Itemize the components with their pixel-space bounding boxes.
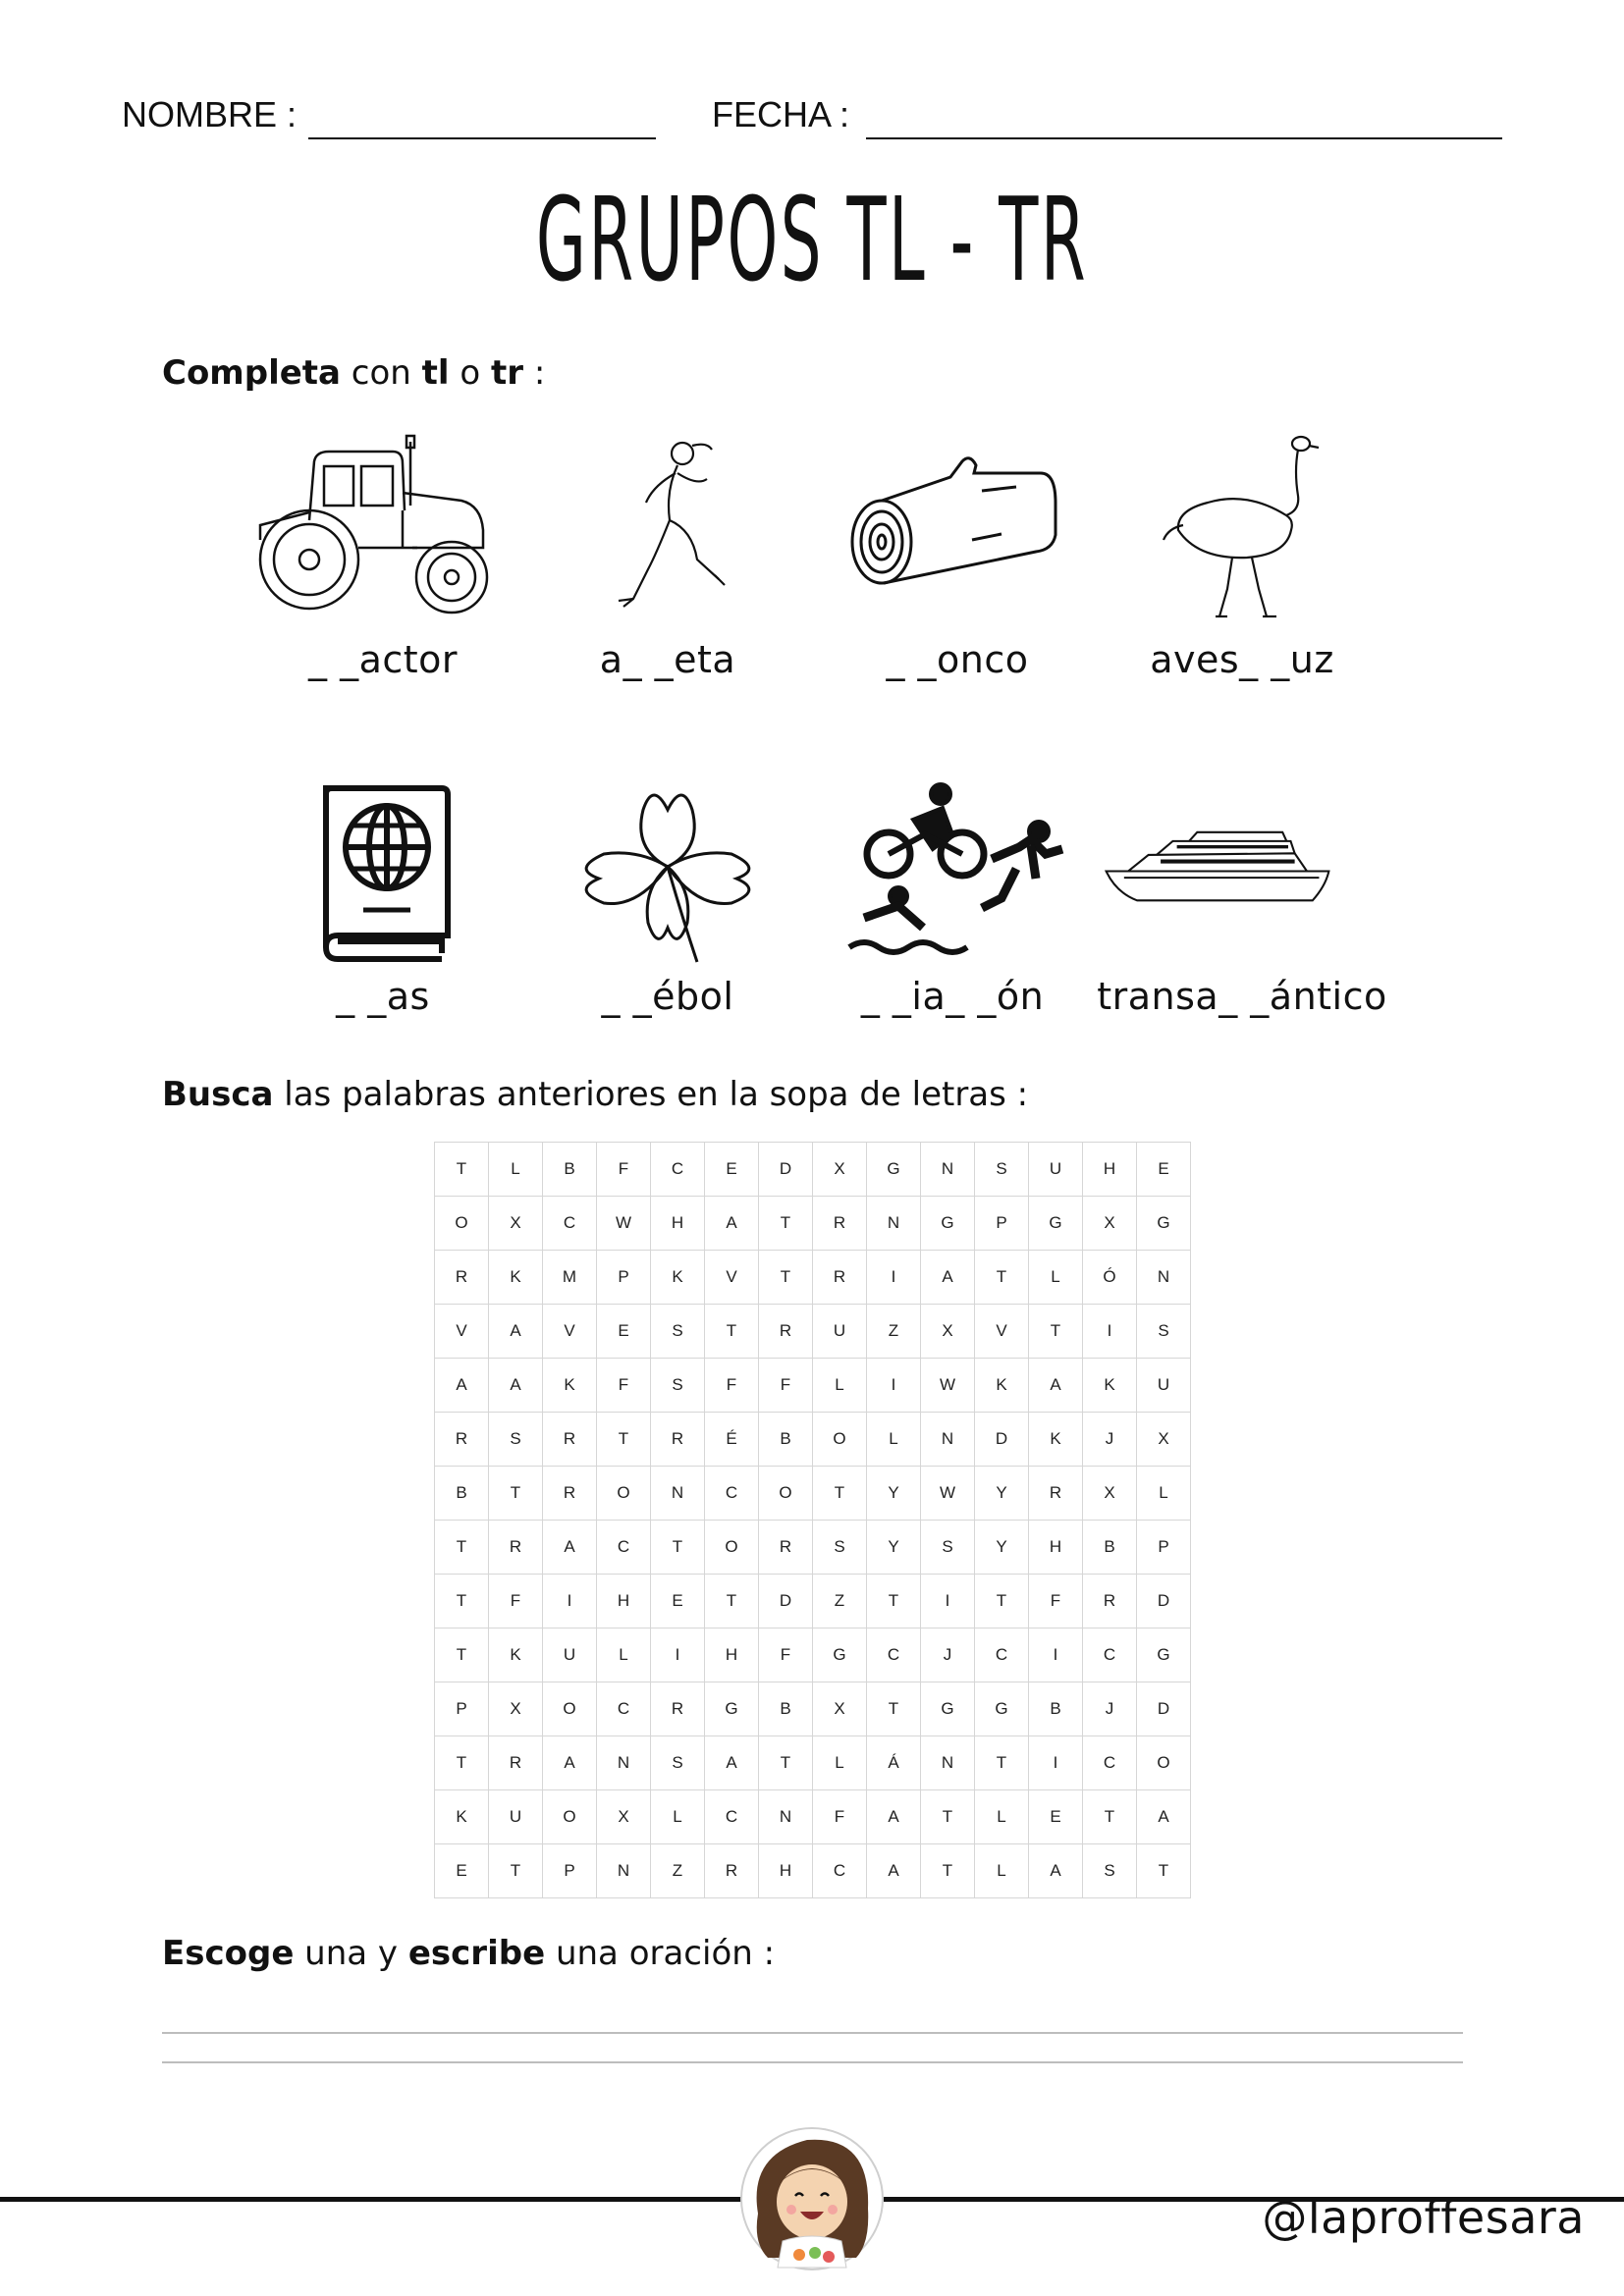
grid-cell[interactable]: F xyxy=(813,1790,867,1844)
grid-cell[interactable]: E xyxy=(705,1143,759,1197)
grid-cell[interactable]: R xyxy=(1083,1575,1137,1629)
grid-cell[interactable]: A xyxy=(867,1844,921,1898)
grid-cell[interactable]: C xyxy=(1083,1629,1137,1682)
runner-icon xyxy=(550,432,785,618)
grid-cell[interactable]: T xyxy=(651,1521,705,1575)
grid-cell[interactable]: E xyxy=(435,1844,489,1898)
grid-cell[interactable]: H xyxy=(597,1575,651,1629)
grid-cell[interactable]: E xyxy=(651,1575,705,1629)
grid-cell[interactable]: O xyxy=(543,1682,597,1736)
footer-handle[interactable]: @laproffesara xyxy=(1262,2191,1585,2244)
grid-cell[interactable]: O xyxy=(543,1790,597,1844)
grid-cell[interactable]: X xyxy=(1137,1413,1191,1467)
writing-line[interactable] xyxy=(162,2032,1463,2034)
grid-cell[interactable]: G xyxy=(975,1682,1029,1736)
grid-cell[interactable]: L xyxy=(975,1790,1029,1844)
grid-cell[interactable]: G xyxy=(705,1682,759,1736)
grid-cell[interactable]: R xyxy=(759,1521,813,1575)
grid-cell[interactable]: C xyxy=(867,1629,921,1682)
grid-cell[interactable]: R xyxy=(489,1521,543,1575)
grid-cell[interactable]: T xyxy=(813,1467,867,1521)
grid-cell[interactable]: L xyxy=(1029,1251,1083,1305)
grid-cell[interactable]: I xyxy=(651,1629,705,1682)
grid-cell[interactable]: K xyxy=(489,1629,543,1682)
grid-cell[interactable]: T xyxy=(435,1629,489,1682)
grid-cell[interactable]: R xyxy=(489,1736,543,1790)
grid-cell[interactable]: T xyxy=(1137,1844,1191,1898)
grid-cell[interactable]: K xyxy=(543,1359,597,1413)
ostrich-icon xyxy=(1129,432,1365,618)
grid-cell[interactable]: T xyxy=(975,1736,1029,1790)
grid-cell[interactable]: V xyxy=(435,1305,489,1359)
grid-cell[interactable]: C xyxy=(705,1790,759,1844)
word-blank: _ _ébol xyxy=(601,975,734,1018)
instruction-bold: tl xyxy=(421,353,450,393)
instruction-bold: Busca xyxy=(162,1075,274,1114)
grid-cell[interactable]: N xyxy=(921,1143,975,1197)
grid-cell[interactable]: B xyxy=(1083,1521,1137,1575)
grid-cell[interactable]: H xyxy=(651,1197,705,1251)
instruction-search xyxy=(162,1075,1028,1114)
fecha-label: FECHA : xyxy=(712,94,850,134)
grid-cell[interactable]: T xyxy=(435,1143,489,1197)
grid-cell[interactable]: H xyxy=(705,1629,759,1682)
grid-cell[interactable]: Ó xyxy=(1083,1251,1137,1305)
grid-cell[interactable]: L xyxy=(975,1844,1029,1898)
grid-cell[interactable]: Á xyxy=(867,1736,921,1790)
grid-cell[interactable]: L xyxy=(489,1143,543,1197)
grid-cell[interactable]: L xyxy=(1137,1467,1191,1521)
grid-cell[interactable]: A xyxy=(705,1736,759,1790)
grid-cell[interactable]: T xyxy=(489,1844,543,1898)
grid-cell[interactable]: S xyxy=(1083,1844,1137,1898)
grid-cell[interactable]: G xyxy=(813,1629,867,1682)
grid-cell[interactable]: J xyxy=(1083,1682,1137,1736)
grid-cell[interactable]: B xyxy=(435,1467,489,1521)
grid-cell[interactable]: R xyxy=(435,1413,489,1467)
grid-cell[interactable]: B xyxy=(1029,1682,1083,1736)
grid-cell[interactable]: T xyxy=(975,1251,1029,1305)
clover-icon xyxy=(550,780,785,967)
grid-cell[interactable]: T xyxy=(1083,1790,1137,1844)
grid-cell[interactable]: T xyxy=(867,1682,921,1736)
grid-cell[interactable]: H xyxy=(759,1844,813,1898)
log-trunk-icon xyxy=(844,432,1080,618)
instruction-bold: tr xyxy=(491,353,524,393)
grid-cell[interactable]: T xyxy=(705,1305,759,1359)
grid-cell[interactable]: D xyxy=(975,1413,1029,1467)
grid-cell[interactable]: Z xyxy=(651,1844,705,1898)
grid-cell[interactable]: P xyxy=(1137,1521,1191,1575)
grid-cell[interactable]: T xyxy=(1029,1305,1083,1359)
grid-cell[interactable]: O xyxy=(1137,1736,1191,1790)
instruction-complete xyxy=(162,353,545,393)
writing-line[interactable] xyxy=(162,2061,1463,2063)
instruction-text: : xyxy=(523,353,546,393)
grid-cell[interactable]: L xyxy=(597,1629,651,1682)
word-blank: _ _as xyxy=(336,975,430,1018)
grid-cell[interactable]: P xyxy=(435,1682,489,1736)
grid-cell[interactable]: R xyxy=(651,1682,705,1736)
grid-cell[interactable]: S xyxy=(651,1305,705,1359)
word-search-grid[interactable] xyxy=(434,1142,1191,1898)
grid-cell[interactable]: I xyxy=(1083,1305,1137,1359)
grid-cell[interactable]: T xyxy=(759,1251,813,1305)
page-title: GRUPOS TL - TR xyxy=(535,172,1089,307)
grid-cell[interactable]: A xyxy=(1029,1844,1083,1898)
grid-cell[interactable]: B xyxy=(759,1682,813,1736)
grid-cell[interactable]: C xyxy=(597,1521,651,1575)
fecha-field[interactable] xyxy=(866,137,1502,139)
grid-cell[interactable]: C xyxy=(705,1467,759,1521)
grid-cell[interactable]: N xyxy=(597,1844,651,1898)
grid-cell[interactable]: G xyxy=(1137,1197,1191,1251)
grid-cell[interactable]: X xyxy=(921,1305,975,1359)
grid-cell[interactable]: Y xyxy=(975,1467,1029,1521)
grid-cell[interactable]: X xyxy=(1083,1197,1137,1251)
word-blank: aves_ _uz xyxy=(1150,638,1334,681)
grid-cell[interactable]: T xyxy=(759,1197,813,1251)
grid-cell[interactable]: N xyxy=(597,1736,651,1790)
word-blank: _ _actor xyxy=(307,638,459,681)
grid-cell[interactable]: X xyxy=(489,1197,543,1251)
grid-cell[interactable]: D xyxy=(1137,1682,1191,1736)
grid-cell[interactable]: P xyxy=(975,1197,1029,1251)
word-blank: _ _ia_ _ón xyxy=(860,975,1045,1018)
grid-cell[interactable]: Z xyxy=(867,1305,921,1359)
grid-cell[interactable]: R xyxy=(435,1251,489,1305)
grid-cell[interactable]: N xyxy=(759,1790,813,1844)
grid-cell[interactable]: K xyxy=(1083,1359,1137,1413)
grid-cell[interactable]: A xyxy=(1029,1359,1083,1413)
grid-cell[interactable]: V xyxy=(975,1305,1029,1359)
grid-cell[interactable]: L xyxy=(867,1413,921,1467)
grid-cell[interactable]: A xyxy=(435,1359,489,1413)
grid-cell[interactable]: K xyxy=(651,1251,705,1305)
grid-cell[interactable]: X xyxy=(813,1682,867,1736)
grid-cell[interactable]: I xyxy=(1029,1736,1083,1790)
grid-cell[interactable]: J xyxy=(1083,1413,1137,1467)
grid-cell[interactable]: F xyxy=(759,1629,813,1682)
grid-cell[interactable]: X xyxy=(813,1143,867,1197)
grid-cell[interactable]: I xyxy=(543,1575,597,1629)
girl-avatar-icon xyxy=(738,2125,886,2272)
grid-cell[interactable]: S xyxy=(813,1521,867,1575)
grid-cell[interactable]: V xyxy=(705,1251,759,1305)
instruction-text: o xyxy=(449,353,492,393)
instruction-text: con xyxy=(341,353,422,393)
grid-cell[interactable]: H xyxy=(1029,1521,1083,1575)
word-blank: _ _onco xyxy=(886,638,1029,681)
instruction-write xyxy=(162,1934,775,1973)
grid-cell[interactable]: A xyxy=(543,1521,597,1575)
grid-cell[interactable]: F xyxy=(1029,1575,1083,1629)
grid-cell[interactable]: C xyxy=(543,1197,597,1251)
nombre-field[interactable] xyxy=(308,137,656,139)
grid-cell[interactable]: G xyxy=(867,1143,921,1197)
nombre-label: NOMBRE : xyxy=(122,94,298,134)
grid-cell[interactable]: T xyxy=(867,1575,921,1629)
grid-cell[interactable]: D xyxy=(759,1143,813,1197)
grid-cell[interactable]: F xyxy=(489,1575,543,1629)
grid-cell[interactable]: A xyxy=(543,1736,597,1790)
grid-cell[interactable]: F xyxy=(759,1359,813,1413)
footer-rule xyxy=(0,2197,741,2202)
grid-cell[interactable]: G xyxy=(921,1682,975,1736)
grid-cell[interactable]: N xyxy=(867,1197,921,1251)
grid-cell[interactable]: K xyxy=(435,1790,489,1844)
grid-cell[interactable]: O xyxy=(813,1413,867,1467)
grid-cell[interactable]: N xyxy=(921,1413,975,1467)
grid-cell[interactable]: A xyxy=(489,1305,543,1359)
grid-cell[interactable]: H xyxy=(1083,1143,1137,1197)
word-blank: a_ _eta xyxy=(599,638,736,681)
grid-cell[interactable]: T xyxy=(759,1736,813,1790)
grid-cell[interactable]: T xyxy=(489,1467,543,1521)
instruction-bold: Escoge xyxy=(162,1934,295,1973)
grid-cell[interactable]: I xyxy=(921,1575,975,1629)
grid-cell[interactable]: L xyxy=(813,1359,867,1413)
grid-cell[interactable]: C xyxy=(1083,1736,1137,1790)
grid-cell[interactable]: Y xyxy=(867,1467,921,1521)
grid-cell[interactable]: A xyxy=(921,1251,975,1305)
grid-cell[interactable]: D xyxy=(1137,1575,1191,1629)
grid-cell[interactable]: I xyxy=(1029,1629,1083,1682)
grid-cell[interactable]: B xyxy=(543,1143,597,1197)
grid-cell[interactable]: X xyxy=(1083,1467,1137,1521)
cruise-ship-icon xyxy=(1100,780,1335,967)
grid-cell[interactable]: T xyxy=(435,1575,489,1629)
grid-cell[interactable]: V xyxy=(543,1305,597,1359)
grid-cell[interactable]: U xyxy=(489,1790,543,1844)
grid-cell[interactable]: X xyxy=(489,1682,543,1736)
tractor-icon xyxy=(255,432,491,618)
grid-cell[interactable]: C xyxy=(975,1629,1029,1682)
instruction-text: una y xyxy=(294,1934,408,1973)
grid-cell[interactable]: N xyxy=(651,1467,705,1521)
instruction-bold: escribe xyxy=(407,1934,546,1973)
grid-cell[interactable]: P xyxy=(543,1844,597,1898)
grid-cell[interactable]: O xyxy=(597,1467,651,1521)
grid-cell[interactable]: P xyxy=(597,1251,651,1305)
grid-cell[interactable]: Y xyxy=(975,1521,1029,1575)
grid-cell[interactable]: C xyxy=(813,1844,867,1898)
grid-cell[interactable]: K xyxy=(975,1359,1029,1413)
grid-cell[interactable]: S xyxy=(921,1521,975,1575)
grid-cell[interactable]: R xyxy=(543,1413,597,1467)
grid-cell[interactable]: T xyxy=(921,1790,975,1844)
grid-cell[interactable]: W xyxy=(921,1467,975,1521)
grid-cell[interactable]: S xyxy=(975,1143,1029,1197)
grid-cell[interactable]: B xyxy=(759,1413,813,1467)
grid-cell[interactable]: C xyxy=(651,1143,705,1197)
grid-cell[interactable]: L xyxy=(651,1790,705,1844)
grid-cell[interactable]: S xyxy=(1137,1305,1191,1359)
grid-cell[interactable]: A xyxy=(489,1359,543,1413)
grid-cell[interactable]: A xyxy=(1137,1790,1191,1844)
atlas-book-icon xyxy=(265,780,501,967)
grid-cell[interactable]: U xyxy=(1029,1143,1083,1197)
grid-cell[interactable]: S xyxy=(651,1359,705,1413)
grid-cell[interactable]: E xyxy=(1137,1143,1191,1197)
grid-cell[interactable]: S xyxy=(651,1736,705,1790)
grid-cell[interactable]: O xyxy=(705,1521,759,1575)
grid-cell[interactable]: T xyxy=(921,1844,975,1898)
grid-cell[interactable]: G xyxy=(1029,1197,1083,1251)
grid-cell[interactable]: T xyxy=(435,1736,489,1790)
grid-cell[interactable]: F xyxy=(597,1359,651,1413)
grid-cell[interactable]: U xyxy=(543,1629,597,1682)
triathlon-icon xyxy=(844,780,1080,967)
grid-cell[interactable]: L xyxy=(813,1736,867,1790)
grid-cell[interactable]: R xyxy=(813,1251,867,1305)
grid-cell[interactable]: I xyxy=(867,1359,921,1413)
grid-cell[interactable]: R xyxy=(759,1305,813,1359)
grid-cell[interactable]: E xyxy=(1029,1790,1083,1844)
grid-cell[interactable]: K xyxy=(489,1251,543,1305)
grid-cell[interactable]: N xyxy=(1137,1251,1191,1305)
grid-cell[interactable]: A xyxy=(867,1790,921,1844)
grid-cell[interactable]: K xyxy=(1029,1413,1083,1467)
grid-cell[interactable]: U xyxy=(1137,1359,1191,1413)
grid-cell[interactable]: O xyxy=(759,1467,813,1521)
instruction-bold: Completa xyxy=(162,353,341,393)
grid-cell[interactable]: Y xyxy=(867,1521,921,1575)
grid-cell[interactable]: R xyxy=(705,1844,759,1898)
grid-cell[interactable]: T xyxy=(435,1521,489,1575)
grid-cell[interactable]: S xyxy=(489,1413,543,1467)
grid-cell[interactable]: R xyxy=(1029,1467,1083,1521)
instruction-text: una oración : xyxy=(545,1934,776,1973)
grid-cell[interactable]: U xyxy=(813,1305,867,1359)
grid-cell[interactable]: J xyxy=(921,1629,975,1682)
grid-cell[interactable]: F xyxy=(597,1143,651,1197)
grid-cell[interactable]: W xyxy=(921,1359,975,1413)
grid-cell[interactable]: T xyxy=(705,1575,759,1629)
grid-cell[interactable]: T xyxy=(975,1575,1029,1629)
grid-cell[interactable]: Z xyxy=(813,1575,867,1629)
grid-cell[interactable]: O xyxy=(435,1197,489,1251)
grid-cell[interactable]: C xyxy=(597,1682,651,1736)
grid-cell[interactable]: M xyxy=(543,1251,597,1305)
grid-cell[interactable]: W xyxy=(597,1197,651,1251)
instruction-text: las palabras anteriores en la sopa de letras : xyxy=(273,1075,1029,1114)
grid-cell[interactable]: R xyxy=(543,1467,597,1521)
grid-cell[interactable]: I xyxy=(867,1251,921,1305)
grid-cell[interactable]: D xyxy=(759,1575,813,1629)
grid-cell[interactable]: X xyxy=(597,1790,651,1844)
grid-cell[interactable]: T xyxy=(597,1413,651,1467)
grid-cell[interactable]: R xyxy=(813,1197,867,1251)
grid-cell[interactable]: G xyxy=(921,1197,975,1251)
grid-cell[interactable]: A xyxy=(705,1197,759,1251)
grid-cell[interactable]: R xyxy=(651,1413,705,1467)
grid-cell[interactable]: É xyxy=(705,1413,759,1467)
grid-cell[interactable]: F xyxy=(705,1359,759,1413)
grid-cell[interactable]: G xyxy=(1137,1629,1191,1682)
word-blank: transa_ _ántico xyxy=(1097,975,1387,1018)
grid-cell[interactable]: N xyxy=(921,1736,975,1790)
grid-cell[interactable]: E xyxy=(597,1305,651,1359)
